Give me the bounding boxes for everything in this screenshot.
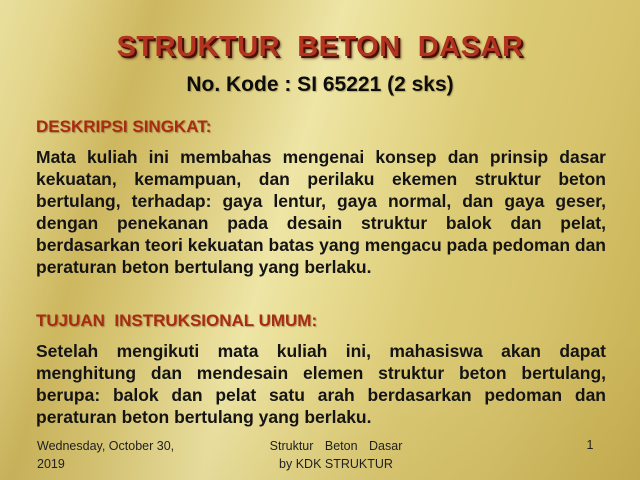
footer-center-title: Struktur Beton Dasar bbox=[269, 439, 403, 453]
footer-center-byline: by KDK STRUKTUR bbox=[279, 456, 393, 471]
footer-page-number: 1 bbox=[586, 438, 594, 452]
slide-title: STRUKTUR BETON DASAR bbox=[116, 31, 524, 63]
slide-subtitle: No. Kode : SI 65221 (2 sks) bbox=[186, 73, 454, 96]
footer-date: Wednesday, October 30, 2019 bbox=[37, 439, 175, 471]
footer-center bbox=[230, 438, 442, 473]
section-heading-tujuan: TUJUAN INSTRUKSIONAL UMUM: bbox=[36, 311, 318, 330]
section-body-deskripsi: Mata kuliah ini membahas mengenai konsep dan prinsip dasar kekuatan, kemampuan, dan perilaku ekemen struktur beton bertulang, terhadap: gaya lentur, gaya normal, dan gaya geser, dengan penekanan pada desain struktur balok dan pelat, berdasarkan teori kekuatan batas yang mengacu pada pedoman dan peraturan beton bertulang yang berlaku. bbox=[36, 147, 606, 277]
section-heading-deskripsi: DESKRIPSI SINGKAT: bbox=[36, 117, 212, 136]
section-body-tujuan: Setelah mengikuti mata kuliah ini, mahasiswa akan dapat menghitung dan mendesain elemen struktur beton bertulang, berupa: balok dan pelat satu arah berdasarkan pedoman dan peraturan beton bertulang yang berlaku. bbox=[36, 341, 606, 427]
